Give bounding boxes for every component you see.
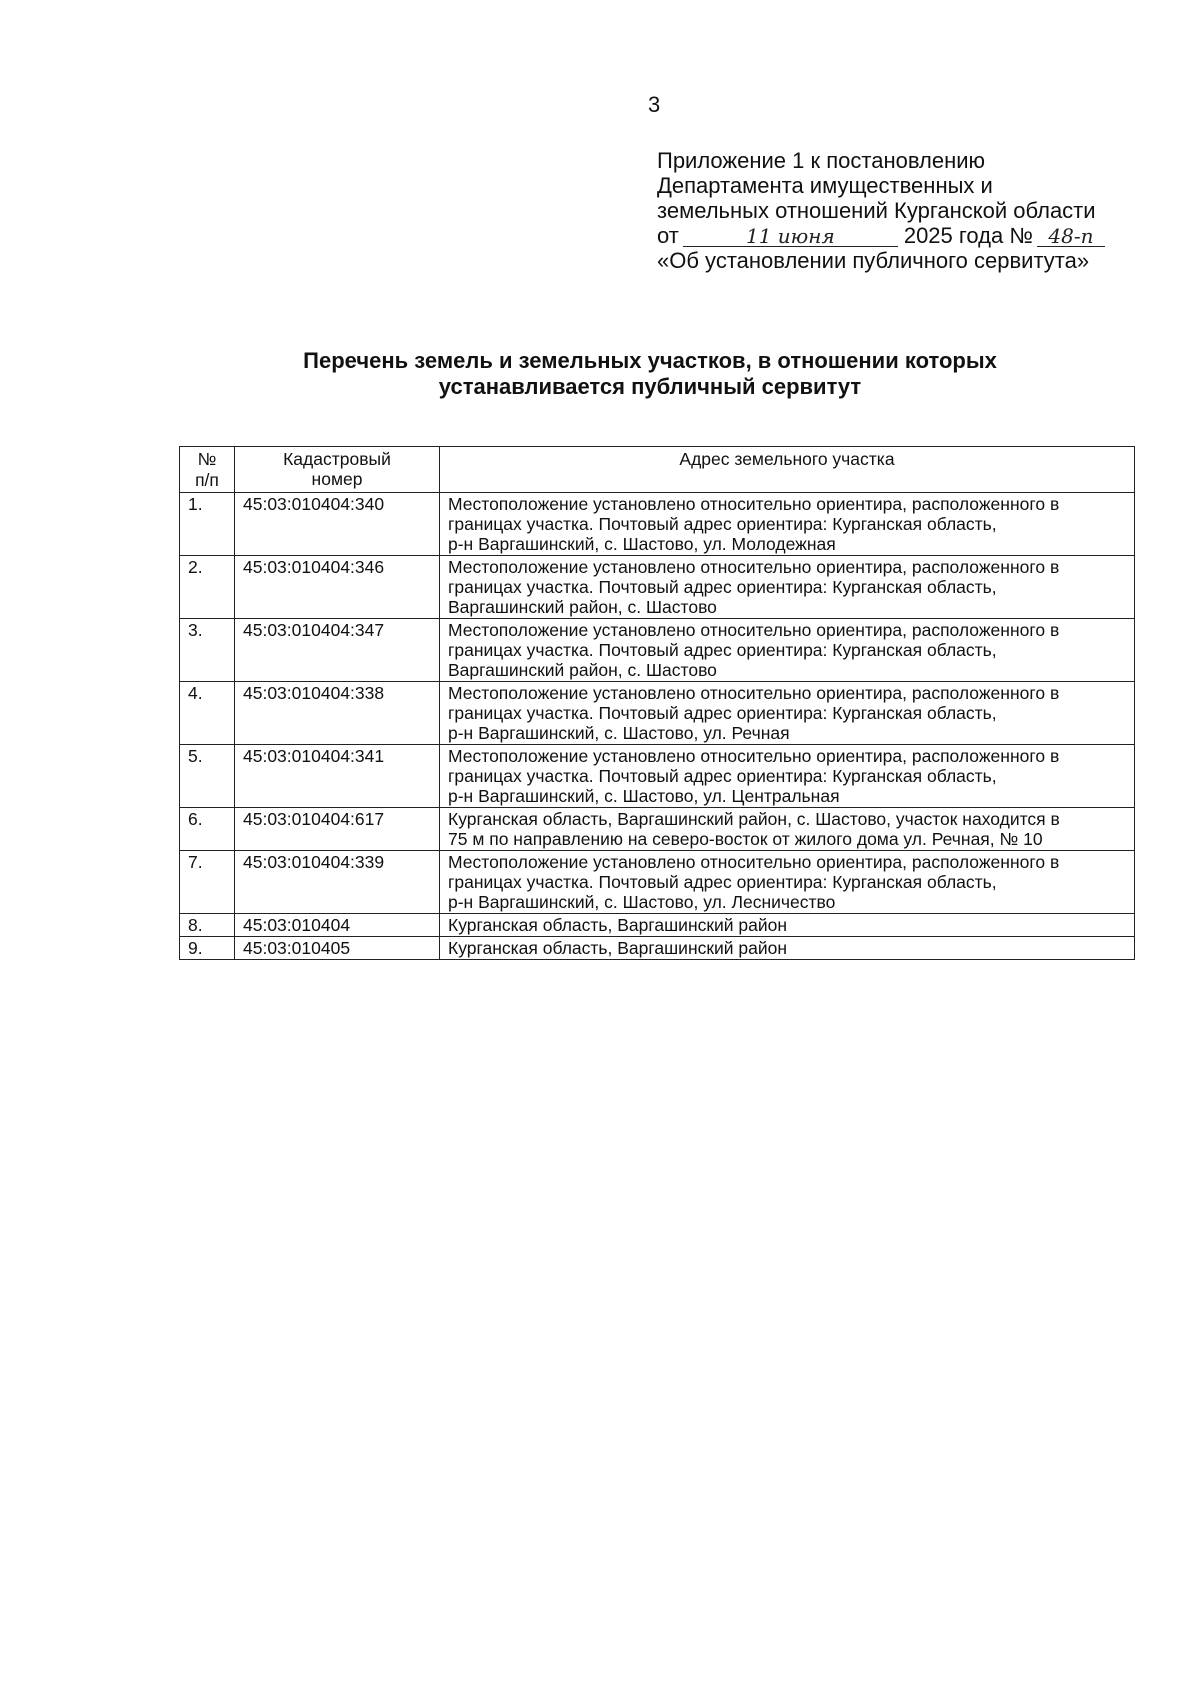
address-line: Местоположение установлено относительно ориентира, расположенного в <box>448 852 1060 872</box>
address-cell <box>440 556 1135 619</box>
cadastral-number: 45:03:010405 <box>235 937 440 960</box>
appendix-block <box>657 148 1177 273</box>
address-line: Местоположение установлено относительно ориентира, расположенного в <box>448 557 1060 577</box>
address-line: Местоположение установлено относительно ориентира, расположенного в <box>448 620 1060 640</box>
handwritten-date: 11 июня <box>683 226 898 247</box>
row-number: 6. <box>180 808 235 851</box>
appendix-line-1: Приложение 1 к постановлению <box>657 148 986 173</box>
header-number <box>180 447 235 493</box>
document-title <box>150 348 1150 400</box>
date-prefix: от <box>657 223 679 248</box>
address-line: Курганская область, Варгашинский район <box>448 915 788 935</box>
address-line: границах участка. Почтовый адрес ориентира: Курганская область, <box>448 577 997 597</box>
address-cell <box>440 851 1135 914</box>
cadastral-number: 45:03:010404:347 <box>235 619 440 682</box>
row-number: 2. <box>180 556 235 619</box>
address-cell <box>440 682 1135 745</box>
cadastral-number: 45:03:010404:340 <box>235 493 440 556</box>
address-line: Местоположение установлено относительно ориентира, расположенного в <box>448 683 1060 703</box>
year-text: 2025 года № <box>903 223 1033 248</box>
address-line: р-н Варгашинский, с. Шастово, ул. Речная <box>448 723 790 743</box>
address-line: Местоположение установлено относительно ориентира, расположенного в <box>448 494 1060 514</box>
address-line: границах участка. Почтовый адрес ориентира: Курганская область, <box>448 872 997 892</box>
page-number: 3 <box>648 92 661 117</box>
cadastral-number: 45:03:010404 <box>235 914 440 937</box>
address-line: Курганская область, Варгашинский район <box>448 938 788 958</box>
table-row <box>180 556 1135 619</box>
address-line: границах участка. Почтовый адрес ориентира: Курганская область, <box>448 766 997 786</box>
row-number: 1. <box>180 493 235 556</box>
table-row <box>180 851 1135 914</box>
table-row <box>180 808 1135 851</box>
cadastral-number: 45:03:010404:346 <box>235 556 440 619</box>
appendix-line-5: «Об установлении публичного сервитута» <box>657 248 1090 273</box>
address-cell <box>440 914 1135 937</box>
address-cell <box>440 808 1135 851</box>
address-cell <box>440 619 1135 682</box>
appendix-line-2: Департамента имущественных и <box>657 173 993 198</box>
table-row <box>180 682 1135 745</box>
table-row <box>180 914 1135 937</box>
address-line: р-н Варгашинский, с. Шастово, ул. Центральная <box>448 786 840 806</box>
address-line: р-н Варгашинский, с. Шастово, ул. Молодежная <box>448 534 836 554</box>
header-cadastral <box>235 447 440 493</box>
table-header-row <box>180 447 1135 493</box>
cadastral-number: 45:03:010404:339 <box>235 851 440 914</box>
address-line: р-н Варгашинский, с. Шастово, ул. Лесничество <box>448 892 836 912</box>
header-address: Адрес земельного участка <box>440 447 1135 493</box>
row-number: 5. <box>180 745 235 808</box>
address-cell <box>440 745 1135 808</box>
title-line-2: устанавливается публичный сервитут <box>438 374 862 399</box>
appendix-line-3: земельных отношений Курганской области <box>657 198 1096 223</box>
row-number: 4. <box>180 682 235 745</box>
handwritten-number: 48-п <box>1037 226 1105 247</box>
row-number: 8. <box>180 914 235 937</box>
header-number-line-1: № <box>197 449 217 469</box>
address-line: 75 м по направлению на северо-восток от жилого дома ул. Речная, № 10 <box>448 829 1043 849</box>
address-line: Варгашинский район, с. Шастово <box>448 597 717 617</box>
title-line-1: Перечень земель и земельных участков, в отношении которых <box>303 348 997 373</box>
address-line: границах участка. Почтовый адрес ориентира: Курганская область, <box>448 640 997 660</box>
table-row <box>180 937 1135 960</box>
appendix-date-line <box>657 223 1177 248</box>
address-cell <box>440 937 1135 960</box>
row-number: 9. <box>180 937 235 960</box>
row-number: 3. <box>180 619 235 682</box>
cadastral-number: 45:03:010404:338 <box>235 682 440 745</box>
table-row <box>180 493 1135 556</box>
cadastral-number: 45:03:010404:341 <box>235 745 440 808</box>
land-plots-table <box>179 446 1135 960</box>
header-cadastral-line-1: Кадастровый <box>283 449 391 469</box>
address-line: Варгашинский район, с. Шастово <box>448 660 717 680</box>
address-line: границах участка. Почтовый адрес ориентира: Курганская область, <box>448 514 997 534</box>
address-cell <box>440 493 1135 556</box>
address-line: границах участка. Почтовый адрес ориентира: Курганская область, <box>448 703 997 723</box>
cadastral-number: 45:03:010404:617 <box>235 808 440 851</box>
header-cadastral-line-2: номер <box>311 469 363 489</box>
address-line: Курганская область, Варгашинский район, с. Шастово, участок находится в <box>448 809 1060 829</box>
row-number: 7. <box>180 851 235 914</box>
address-line: Местоположение установлено относительно ориентира, расположенного в <box>448 746 1060 766</box>
table-row <box>180 745 1135 808</box>
table-row <box>180 619 1135 682</box>
header-number-line-2: п/п <box>195 470 219 490</box>
